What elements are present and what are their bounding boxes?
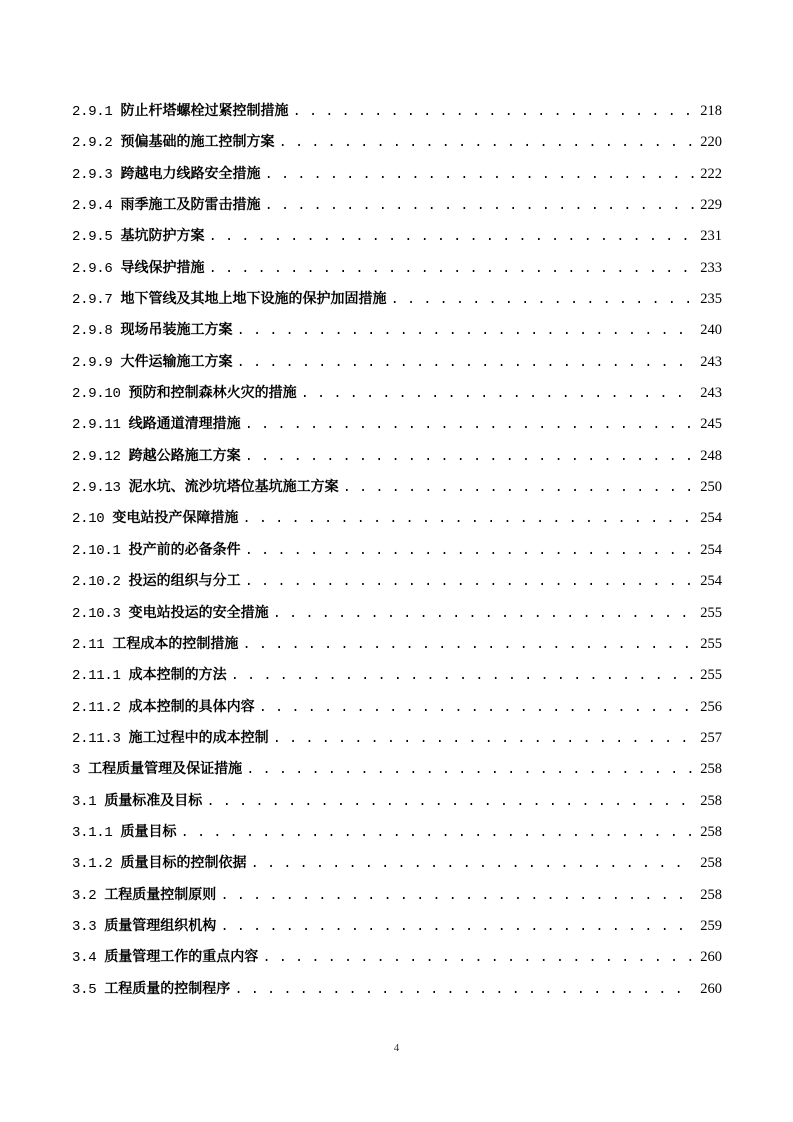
toc-entry-page: 231 [700, 228, 722, 245]
toc-entry[interactable] [72, 664, 722, 695]
dot-leader [246, 759, 694, 781]
toc-entry-number: 2.9.7 [72, 292, 113, 309]
toc-entry-page: 259 [700, 917, 722, 934]
toc-entry-page: 258 [700, 823, 722, 840]
toc-entry-title: 防止杆塔螺栓过紧控制措施 [120, 103, 289, 119]
toc-entry-title: 施工过程中的成本控制 [128, 729, 269, 746]
table-of-contents [72, 100, 722, 1009]
toc-entry-page: 254 [700, 541, 722, 558]
toc-entry-number: 2.10.2 [72, 574, 121, 591]
toc-entry[interactable] [72, 225, 722, 256]
dot-leader [259, 697, 694, 719]
toc-entry-number: 3.2 [72, 887, 97, 904]
toc-entry-page: 245 [700, 416, 722, 433]
toc-entry[interactable] [72, 257, 722, 288]
dot-leader [301, 383, 694, 405]
toc-entry-page: 255 [700, 667, 722, 684]
toc-entry[interactable] [72, 946, 722, 977]
toc-entry-number: 2.9.2 [72, 135, 113, 152]
toc-entry[interactable] [72, 852, 722, 883]
toc-entry-number: 2.9.6 [72, 260, 113, 277]
dot-leader [279, 132, 694, 154]
toc-entry-title: 变电站投运的安全措施 [128, 604, 269, 621]
toc-entry-title: 工程质量的控制程序 [104, 980, 231, 997]
toc-entry[interactable] [72, 727, 722, 758]
toc-entry-title: 投产前的必备条件 [128, 541, 241, 558]
toc-entry-page: 254 [700, 573, 722, 590]
dot-leader [391, 289, 694, 311]
dot-leader [234, 979, 694, 1001]
toc-entry[interactable] [72, 790, 722, 821]
dot-leader [231, 665, 694, 687]
toc-entry-title: 现场吊装施工方案 [120, 322, 233, 339]
toc-entry[interactable] [72, 194, 722, 225]
toc-entry-number: 2.10.3 [72, 605, 121, 622]
dot-leader [220, 885, 694, 907]
toc-entry-title: 成本控制的具体内容 [128, 698, 255, 715]
toc-entry-title: 基坑防护方案 [120, 228, 205, 245]
toc-entry[interactable] [72, 978, 722, 1009]
toc-entry-number: 2.11.1 [72, 668, 121, 685]
dot-leader [265, 195, 694, 217]
toc-entry-title: 预防和控制森林火灾的措施 [128, 385, 297, 402]
toc-entry-title: 雨季施工及防雷击措施 [120, 197, 261, 214]
toc-entry-page: 258 [700, 761, 722, 778]
toc-entry-page: 260 [700, 980, 722, 997]
dot-leader [242, 508, 694, 530]
dot-leader [242, 634, 694, 656]
toc-entry-page: 255 [700, 635, 722, 652]
dot-leader [237, 352, 694, 374]
toc-entry-page: 248 [700, 447, 722, 464]
toc-entry-title: 跨越电力线路安全措施 [120, 165, 261, 182]
toc-entry-page: 233 [700, 259, 722, 276]
toc-entry-title: 质量标准及目标 [104, 792, 203, 809]
toc-entry[interactable] [72, 507, 722, 538]
dot-leader [245, 540, 694, 562]
toc-entry-number: 2.9.12 [72, 448, 121, 465]
toc-entry-title: 预偏基础的施工控制方案 [120, 134, 275, 151]
toc-entry[interactable] [72, 696, 722, 727]
toc-entry-number: 2.9.10 [72, 386, 121, 403]
toc-entry-title: 投运的组织与分工 [128, 573, 241, 590]
toc-entry-page: 243 [700, 385, 722, 402]
dot-leader [245, 446, 694, 468]
toc-entry-page: 258 [700, 886, 722, 903]
toc-entry-title: 质量管理工作的重点内容 [104, 949, 259, 966]
toc-entry[interactable] [72, 884, 722, 915]
toc-entry-title: 成本控制的方法 [128, 667, 227, 684]
toc-entry-number: 3.4 [72, 950, 97, 967]
toc-entry-number: 2.9.4 [72, 198, 113, 215]
toc-entry-title: 线路通道清理措施 [128, 416, 241, 433]
dot-leader [209, 226, 694, 248]
toc-entry-title: 质量目标 [120, 823, 177, 840]
toc-entry[interactable] [72, 382, 722, 413]
toc-entry-page: 256 [700, 698, 722, 715]
toc-entry-page: 258 [700, 792, 722, 809]
dot-leader [273, 603, 694, 625]
toc-entry-number: 2.9.8 [72, 323, 113, 340]
toc-entry-number: 2.11.2 [72, 699, 121, 716]
toc-entry-page: 254 [700, 510, 722, 527]
toc-entry[interactable] [72, 163, 722, 194]
toc-entry[interactable] [72, 539, 722, 570]
toc-entry-number: 2.9.13 [72, 480, 121, 497]
toc-entry-number: 2.10 [72, 511, 105, 528]
toc-entry-number: 2.9.1 [72, 104, 113, 120]
dot-leader [220, 916, 694, 938]
toc-entry-page: 235 [700, 291, 722, 308]
toc-entry-page: 220 [700, 134, 722, 151]
toc-entry-title: 质量目标的控制依据 [120, 855, 247, 872]
toc-entry-number: 3.3 [72, 918, 97, 935]
toc-entry[interactable] [72, 602, 722, 633]
toc-entry-number: 2.9.11 [72, 417, 121, 434]
toc-entry-number: 3.1.1 [72, 824, 113, 841]
toc-entry-title: 工程成本的控制措施 [112, 635, 239, 652]
toc-entry-title: 导线保护措施 [120, 259, 205, 276]
toc-entry-title: 工程质量控制原则 [104, 886, 217, 903]
dot-leader [245, 571, 694, 593]
toc-entry[interactable] [72, 445, 722, 476]
toc-entry-number: 3.1.2 [72, 856, 113, 873]
toc-entry-title: 跨越公路施工方案 [128, 447, 241, 464]
toc-entry[interactable] [72, 319, 722, 350]
dot-leader [209, 258, 694, 280]
toc-entry-page: 218 [700, 103, 722, 119]
dot-leader [245, 414, 694, 436]
toc-entry[interactable] [72, 633, 722, 664]
toc-entry-number: 2.9.9 [72, 354, 113, 371]
toc-entry[interactable] [72, 100, 722, 131]
toc-entry-title: 泥水坑、流沙坑塔位基坑施工方案 [128, 479, 339, 496]
toc-entry-number: 3.1 [72, 793, 97, 810]
toc-entry-title: 变电站投产保障措施 [112, 510, 239, 527]
toc-entry-number: 2.9.5 [72, 229, 113, 246]
toc-entry[interactable] [72, 915, 722, 946]
dot-leader [343, 477, 694, 499]
toc-entry-page: 260 [700, 949, 722, 966]
page-number: 4 [393, 1042, 400, 1054]
toc-entry[interactable] [72, 351, 722, 382]
dot-leader [293, 101, 694, 123]
toc-entry-page: 240 [700, 322, 722, 339]
dot-leader [206, 791, 694, 813]
toc-entry-number: 3.5 [72, 981, 97, 998]
toc-entry[interactable] [72, 821, 722, 852]
toc-entry-page: 255 [700, 604, 722, 621]
toc-entry-title: 大件运输施工方案 [120, 353, 233, 370]
dot-leader [265, 164, 694, 186]
toc-entry-number: 3 [72, 762, 81, 779]
toc-entry-title: 质量管理组织机构 [104, 917, 217, 934]
dot-leader [237, 320, 694, 342]
dot-leader [262, 947, 694, 969]
dot-leader [181, 822, 694, 844]
toc-entry-page: 257 [700, 729, 722, 746]
toc-entry-title: 地下管线及其地上地下设施的保护加固措施 [120, 291, 387, 308]
toc-entry-title: 工程质量管理及保证措施 [88, 761, 243, 778]
toc-entry-number: 2.11.3 [72, 730, 121, 747]
toc-entry[interactable] [72, 476, 722, 507]
toc-entry[interactable] [72, 288, 722, 319]
toc-entry-number: 2.10.1 [72, 542, 121, 559]
toc-entry-page: 243 [700, 353, 722, 370]
toc-entry[interactable] [72, 570, 722, 601]
toc-entry-page: 222 [700, 165, 722, 182]
toc-entry-page: 229 [700, 197, 722, 214]
toc-entry-page: 258 [700, 855, 722, 872]
dot-leader [251, 853, 694, 875]
toc-entry-number: 2.9.3 [72, 166, 113, 183]
toc-entry-page: 250 [700, 479, 722, 496]
dot-leader [273, 728, 694, 750]
toc-entry-number: 2.11 [72, 636, 105, 653]
toc-entry[interactable] [72, 758, 722, 789]
toc-entry[interactable] [72, 131, 722, 162]
toc-entry[interactable] [72, 413, 722, 444]
